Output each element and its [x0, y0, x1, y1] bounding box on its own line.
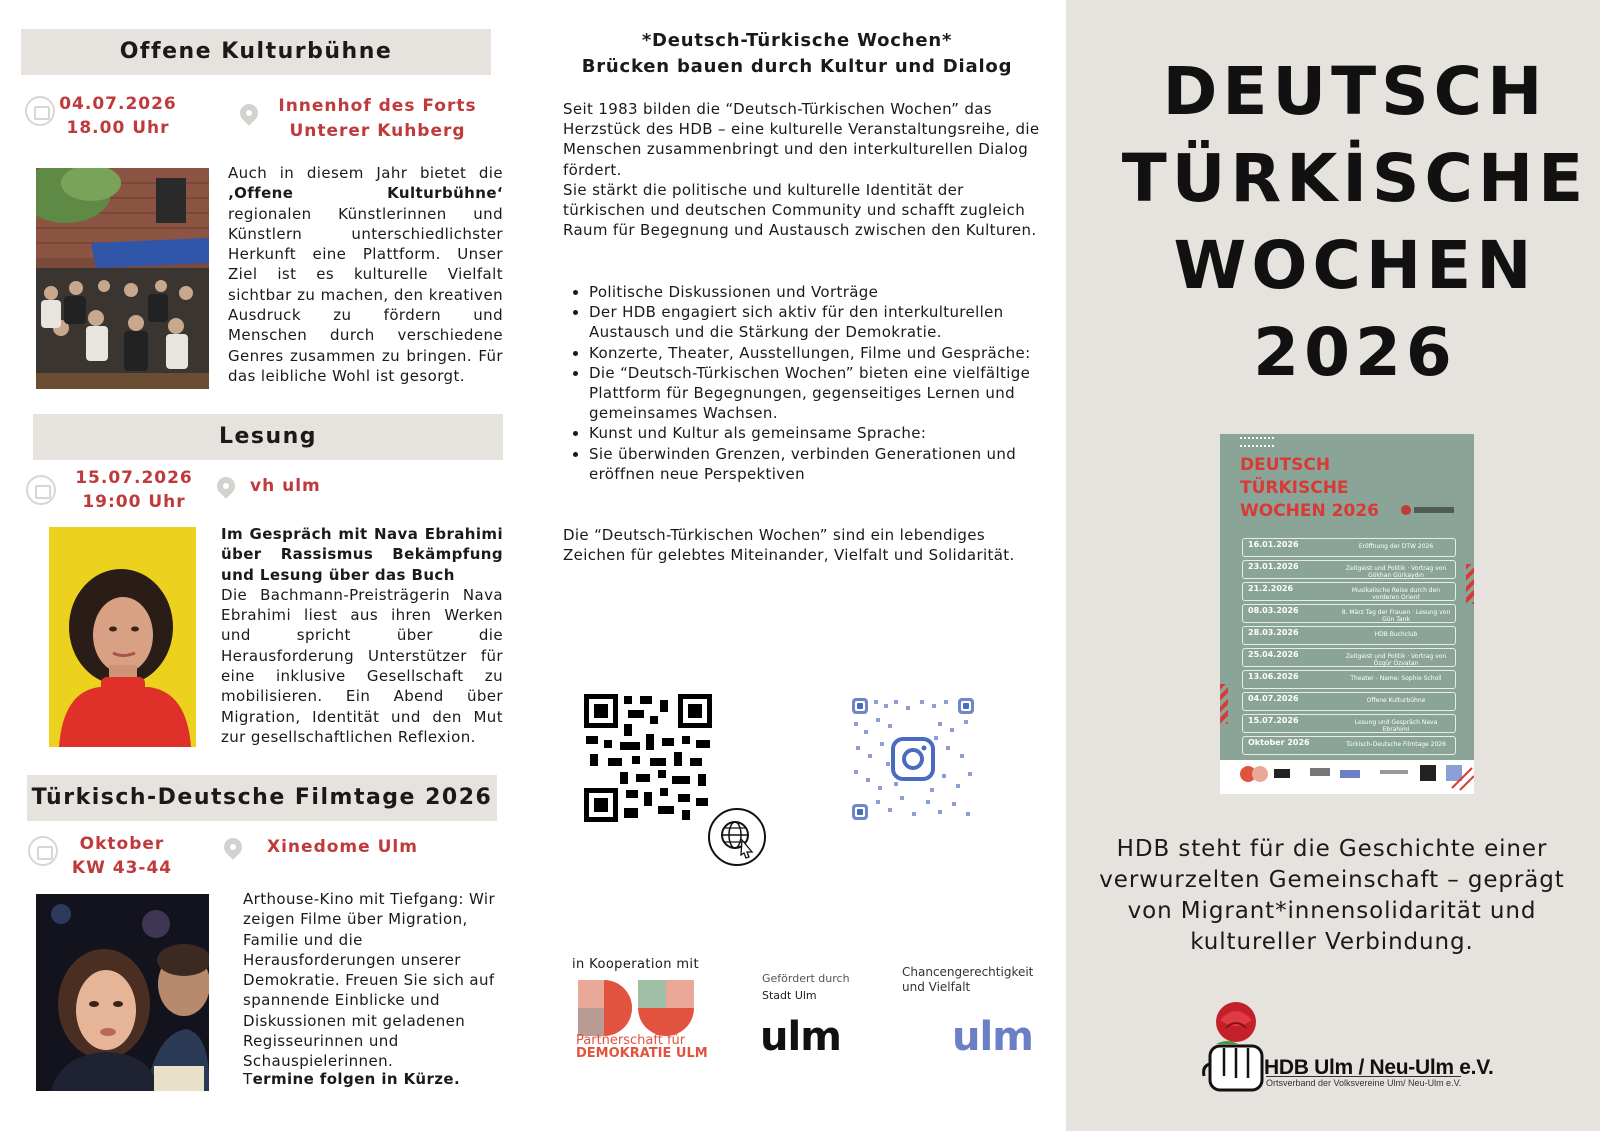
- partnerschaft-line-2: DEMOKRATIE ULM: [576, 1046, 708, 1061]
- lesung-text-rest: Die Bachmann-Preisträgerin Nava Ebrahimi liest aus ihren Werken und spricht über die Herausforderung Unterstützer für eine inklusive Gesellschaft zu mobilisieren. Ein Abend über Migration, Identität und den Mut zur gesellschaftlichen Reflexion.: [221, 585, 503, 746]
- poster-row: [1242, 604, 1456, 623]
- ulm-logo-colored: ulm: [952, 1014, 1033, 1060]
- website-qr-code[interactable]: [584, 694, 712, 822]
- instagram-qr-code[interactable]: [850, 696, 976, 822]
- poster-row-event: Theater - Name: Sophie Scholl: [1350, 675, 1442, 682]
- location-line-2: Unterer Kuhberg: [289, 121, 466, 141]
- tagline: HDB steht für die Geschichte einer verwurzelten Gemeinschaft – geprägt von Migrant*innensolidarität und kultureller Verbindung.: [1099, 836, 1565, 955]
- chancen-line-2: und Vielfalt: [902, 980, 971, 994]
- filmtage-footer-bold: ermine folgen in Kürze.: [252, 1070, 461, 1088]
- hdb-org-name: HDB Ulm / Neu-Ulm e.V.: [1264, 1056, 1494, 1079]
- poster-row-date: 21.2.2026: [1248, 584, 1294, 593]
- poster-title-line-1: DEUTSCH: [1240, 455, 1331, 475]
- poster-row-event: 8. März Tag der Frauen · Lesung von Gün Tank: [1341, 609, 1451, 623]
- poster-row-event: Zeitgeist und Politik · Vortrag von Özgür Özvatan: [1345, 653, 1447, 667]
- kulturbuehne-description: [228, 163, 503, 386]
- poster-title-line-3: WOCHEN 2026: [1240, 501, 1379, 521]
- section-header-kulturbuehne: Offene Kulturbühne: [21, 29, 491, 75]
- kulturbuehne-text-bold: ‚Offene Kulturbühne‘: [228, 184, 503, 203]
- partnerschaft-line-1: Partnerschaft für: [576, 1033, 686, 1048]
- calendar-icon: [25, 96, 55, 126]
- poster-row: [1242, 736, 1456, 755]
- poster-row-event: HDB Buchclub: [1374, 631, 1418, 638]
- lesung-text-bold: Im Gespräch mit Nava Ebrahimi über Rassismus Bekämpfung und Lesung über das Buch: [221, 525, 503, 584]
- poster-row-date: 13.06.2026: [1248, 672, 1299, 681]
- event-location: [270, 94, 485, 144]
- event-location: vh ulm: [250, 476, 321, 496]
- poster-row-date: 16.01.2026: [1248, 540, 1299, 549]
- globe-icon: [708, 808, 766, 866]
- poster-row-date: 04.07.2026: [1248, 694, 1299, 703]
- location-pin-icon: [220, 834, 245, 859]
- poster-row-event: Eröffnung der DTW 2026: [1358, 543, 1434, 550]
- poster-row-date: 23.01.2026: [1248, 562, 1299, 571]
- poster-row-event: Türkisch-Deutsche Filmtage 2026: [1346, 741, 1446, 748]
- ulm-logo: ulm: [760, 1014, 841, 1060]
- bullet-item: • Konzerte, Theater, Ausstellungen, Filme und Gespräche:: [589, 343, 1041, 363]
- poster-row: [1242, 626, 1456, 645]
- poster-hdb-logo: [1398, 502, 1456, 516]
- middle-heading-line-1: *Deutsch-Türkische Wochen*: [641, 30, 953, 51]
- poster-row-date: 15.07.2026: [1248, 716, 1299, 725]
- middle-para-1: Seit 1983 bilden die “Deutsch-Türkischen Wochen” das Herzstück des HDB – eine kulturelle Veranstaltungsreihe, die Menschen zusammenbringt und den interkulturellen Dialog fördert.: [563, 100, 1040, 179]
- kulturbuehne-text-intro: Auch in diesem Jahr bietet die: [228, 164, 503, 182]
- filmtage-text: Arthouse-Kino mit Tiefgang: Wir zeigen Filme über Migration, Familie und die Herausforderungen unserer Demokratie. Freuen Sie sich auf spannende Einblicke und Diskussionen mit geladenen Regisseurinnen und Schauspielerinnen.: [243, 890, 496, 1071]
- poster-stripes-right: [1466, 564, 1474, 604]
- title-line-2: TÜRKİSCHE: [1121, 140, 1589, 217]
- partnerschaft-text: [576, 1034, 716, 1060]
- filmtage-description: [243, 889, 508, 1072]
- gefoerdert-label: [762, 970, 850, 1004]
- event-location: Xinedome Ulm: [267, 837, 418, 857]
- middle-bullet-list: [563, 282, 1041, 484]
- event-date: [62, 832, 182, 880]
- gefoerdert-line-1: Gefördert durch: [762, 972, 850, 985]
- filmtage-footer: [243, 1069, 508, 1089]
- poster-footer: [1220, 760, 1474, 794]
- photo-nava-ebrahimi: [49, 527, 196, 747]
- middle-heading-line-2: Brücken bauen durch Kultur und Dialog: [581, 56, 1013, 77]
- poster-dots: [1240, 437, 1274, 447]
- event-poster: [1220, 434, 1474, 794]
- kooperation-label: in Kooperation mit: [572, 957, 699, 972]
- kulturbuehne-text-rest: regionalen Künstlerinnen und Künstlern unterschiedlichster Herkunft eine Plattform. Unser Ziel ist es kulturelle Vielfalt sichtbar zu machen, den kreativen Ausdruck zu fördern und Menschen durch verschiedene Genres zusammen zu bringen. Für das leibliche Wohl ist gesorgt.: [228, 204, 503, 385]
- poster-title-line-2: TÜRKISCHE: [1240, 478, 1349, 498]
- event-date: [58, 92, 178, 140]
- bullet-item: • Der HDB engagiert sich aktiv für den interkulturellen Austausch und die Stärkung der Demokratie.: [589, 302, 1041, 342]
- poster-stripes-left: [1220, 684, 1228, 724]
- bullet-item: • Kunst und Kultur als gemeinsame Sprache:: [589, 423, 1041, 443]
- poster-row: [1242, 648, 1456, 667]
- section-header-lesung: Lesung: [33, 414, 503, 460]
- date-line-1: 04.07.2026: [59, 94, 177, 114]
- title-line-3: WOCHEN: [1173, 227, 1537, 304]
- event-date: [74, 466, 194, 514]
- poster-row: [1242, 714, 1456, 733]
- date-line-2: 19:00 Uhr: [82, 492, 186, 512]
- poster-row-event: Offene Kulturbühne: [1366, 697, 1426, 704]
- poster-row-date: 28.03.2026: [1248, 628, 1299, 637]
- middle-closing: Die “Deutsch-Türkischen Wochen” sind ein lebendiges Zeichen für gelebtes Miteinander, Vielfalt und Solidarität.: [563, 526, 1015, 565]
- hdb-org-sub: Ortsverband der Volksvereine Ulm/ Neu-Ulm e.V.: [1266, 1078, 1462, 1088]
- bullet-item: • Politische Diskussionen und Vorträge: [589, 282, 1041, 302]
- bullet-item: • Die “Deutsch-Türkischen Wochen” bieten eine vielfältige Plattform für Begegnungen, gegenseitiges Lernen und gemeinsames Wachsen.: [589, 363, 1041, 424]
- date-line-1: Oktober: [79, 834, 165, 854]
- title-line-1: DEUTSCH: [1162, 53, 1548, 130]
- poster-row: [1242, 692, 1456, 711]
- location-pin-icon: [236, 100, 261, 125]
- poster-row: [1242, 538, 1456, 557]
- calendar-icon: [28, 836, 58, 866]
- poster-row: [1242, 670, 1456, 689]
- poster-row-event: Zeitgeist und Politik · Vortrag von Gökhan Gürkaydın: [1345, 565, 1447, 579]
- filmtage-footer-plain: T: [243, 1070, 253, 1088]
- middle-intro: [563, 99, 1041, 240]
- photo-audience-courtyard: [36, 168, 209, 389]
- poster-row: [1242, 560, 1456, 579]
- main-title: [1090, 48, 1600, 396]
- poster-row-date: 25.04.2026: [1248, 650, 1299, 659]
- date-line-2: 18.00 Uhr: [66, 118, 170, 138]
- middle-para-2: Sie stärkt die politische und kulturelle Identität der türkischen und deutschen Community und schafft zugleich Raum für Begegnung und Austausch zwischen den Kulturen.: [563, 180, 1037, 240]
- partnerschaft-logo: [576, 978, 696, 1038]
- poster-row-event: Musikalische Reise durch den vorderen Orient: [1351, 587, 1441, 601]
- chancen-label: [902, 965, 1033, 995]
- location-line-1: Innenhof des Forts: [278, 96, 477, 116]
- lesung-description: [221, 524, 503, 747]
- middle-heading: [562, 28, 1032, 80]
- date-line-1: 15.07.2026: [75, 468, 193, 488]
- calendar-icon: [26, 475, 56, 505]
- poster-row-event: Lesung und Gespräch Nava Ebrahimi: [1354, 719, 1438, 733]
- bullet-item: • Sie überwinden Grenzen, verbinden Generationen und eröffnen neue Perspektiven: [589, 444, 1041, 484]
- poster-title: [1240, 454, 1379, 523]
- date-line-2: KW 43-44: [71, 858, 173, 878]
- poster-row-date: Oktober 2026: [1248, 738, 1310, 747]
- location-pin-icon: [213, 473, 238, 498]
- chancen-line-1: Chancengerechtigkeit: [902, 965, 1034, 979]
- poster-row: [1242, 582, 1456, 601]
- photo-cinema-audience: [36, 894, 209, 1091]
- section-header-filmtage: Türkisch-Deutsche Filmtage 2026: [27, 775, 497, 821]
- title-line-4: 2026: [1253, 314, 1457, 391]
- poster-row-date: 08.03.2026: [1248, 606, 1299, 615]
- gefoerdert-line-2: Stadt Ulm: [762, 989, 817, 1002]
